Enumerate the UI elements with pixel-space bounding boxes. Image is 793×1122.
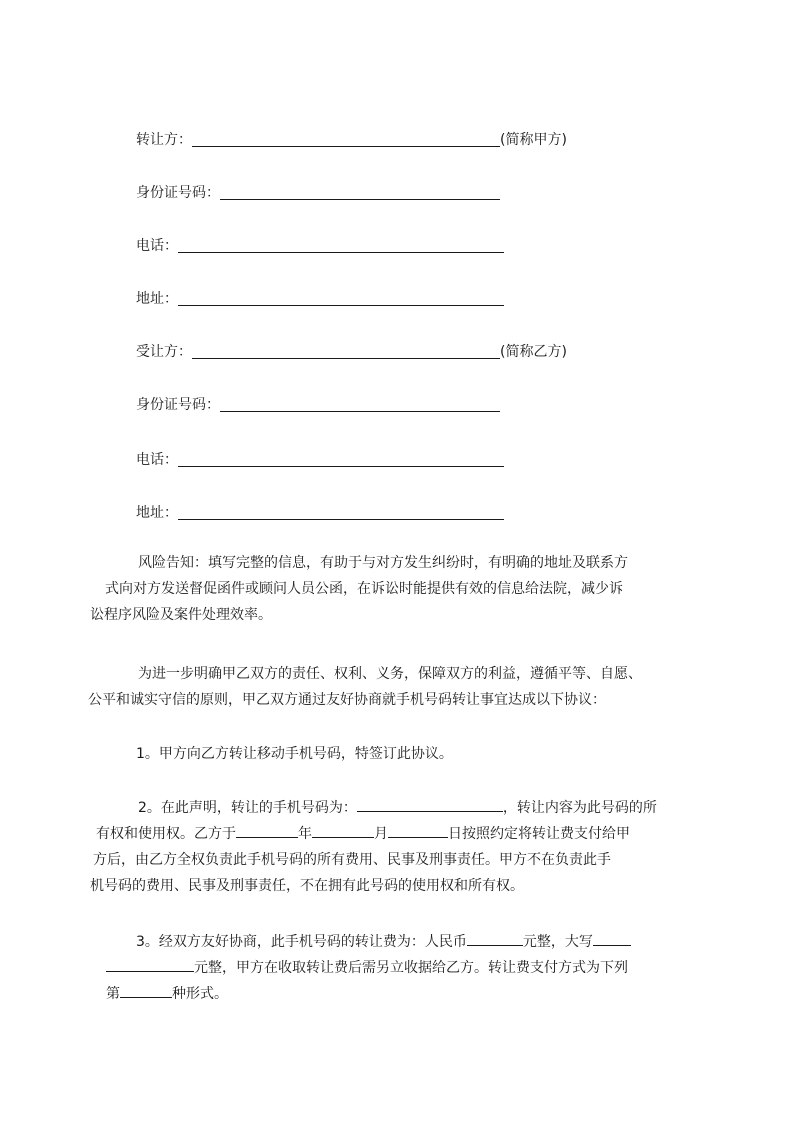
clause-3-text: 第	[106, 986, 120, 1002]
transferor-name-suffix: (简称甲方)	[500, 132, 567, 148]
transferor-id-label: 身份证号码：	[136, 185, 220, 201]
clause-2-text: 日按照约定将转让费支付给甲	[448, 826, 630, 842]
risk-notice-line: 式向对方发送督促函件或顾问人员公函，在诉讼时能提供有效的信息给法院，减少诉	[105, 581, 623, 597]
phone-number-blank[interactable]	[357, 796, 503, 812]
transferee-phone-label: 电话：	[136, 452, 178, 468]
transferor-name-field	[136, 130, 567, 150]
clause-3-text: 元整，甲方在收取转让费后需另立收据给乙方。转让费支付方式为下列	[194, 960, 628, 976]
transferor-name-blank[interactable]	[192, 132, 500, 147]
clause-2-text: 年	[298, 826, 312, 842]
transferee-name-blank[interactable]	[192, 344, 500, 359]
transferor-id-field	[136, 183, 500, 203]
clause-3-line	[88, 955, 708, 981]
clause-3-text: 3。经双方友好协商，此手机号码的转让费为：人民币	[136, 934, 467, 950]
payment-method-blank[interactable]	[120, 982, 172, 998]
clause-3-line	[88, 929, 708, 955]
transferor-phone-field	[136, 236, 504, 256]
fee-uppercase-blank-cont[interactable]	[106, 956, 194, 972]
fee-uppercase-blank[interactable]	[593, 930, 631, 946]
clause-2-line: 方后，由乙方全权负责此手机号码的所有费用、民事及刑事责任。甲方不在负责此手	[93, 852, 611, 868]
clause-2-text: 有权和使用权。乙方于	[96, 826, 236, 842]
clause-2-text: ，转让内容为此号码的所	[502, 800, 657, 816]
transferor-address-blank[interactable]	[178, 291, 504, 306]
transferor-name-label: 转让方：	[136, 132, 192, 148]
fee-amount-blank[interactable]	[467, 930, 523, 946]
transferee-phone-blank[interactable]	[178, 452, 504, 467]
transferee-id-label: 身份证号码：	[136, 397, 220, 413]
clause-3-text: 种形式。	[172, 986, 228, 1002]
risk-notice-line: 风险告知：填写完整的信息，有助于与对方发生纠纷时，有明确的地址及联系方	[138, 555, 628, 571]
transferee-name-label: 受让方：	[136, 344, 192, 360]
risk-notice	[88, 550, 708, 628]
clause-2	[88, 795, 708, 899]
preamble	[88, 661, 708, 713]
clause-3-text: 元整，大写	[522, 934, 593, 950]
clause-1-text: 1。甲方向乙方转让移动手机号码，特签订此协议。	[136, 746, 453, 762]
transferee-id-blank[interactable]	[220, 397, 500, 412]
payment-day-blank[interactable]	[388, 822, 448, 838]
clause-2-text: 2。在此声明，转让的手机号码为：	[138, 800, 357, 816]
risk-notice-line: 讼程序风险及案件处理效率。	[90, 607, 272, 623]
transferor-address-label: 地址：	[136, 291, 178, 307]
transferor-id-blank[interactable]	[220, 185, 500, 200]
transferee-address-label: 地址：	[136, 505, 178, 521]
transferee-name-suffix: (简称乙方)	[500, 344, 567, 360]
clause-3	[88, 929, 708, 1007]
transferee-phone-field	[136, 450, 504, 470]
preamble-line: 公平和诚实守信的原则，甲乙双方通过友好协商就手机号码转让事宜达成以下协议：	[88, 692, 606, 708]
clause-2-text: 月	[374, 826, 388, 842]
transferee-id-field	[136, 395, 500, 415]
preamble-line: 为进一步明确甲乙双方的责任、权利、义务，保障双方的利益，遵循平等、自愿、	[138, 666, 642, 682]
transferee-address-field	[136, 503, 504, 523]
transferor-phone-label: 电话：	[136, 238, 178, 254]
transferor-phone-blank[interactable]	[178, 238, 504, 253]
payment-year-blank[interactable]	[236, 822, 298, 838]
clause-2-line	[88, 795, 708, 821]
clause-2-line: 机号码的费用、民事及刑事责任，不在拥有此号码的使用权和所有权。	[90, 878, 524, 894]
payment-month-blank[interactable]	[312, 822, 374, 838]
transferee-name-field	[136, 342, 567, 362]
transferee-address-blank[interactable]	[178, 505, 504, 520]
clause-3-line	[88, 981, 708, 1007]
clause-1	[88, 741, 708, 767]
transferor-address-field	[136, 289, 504, 309]
clause-2-line	[88, 821, 708, 847]
